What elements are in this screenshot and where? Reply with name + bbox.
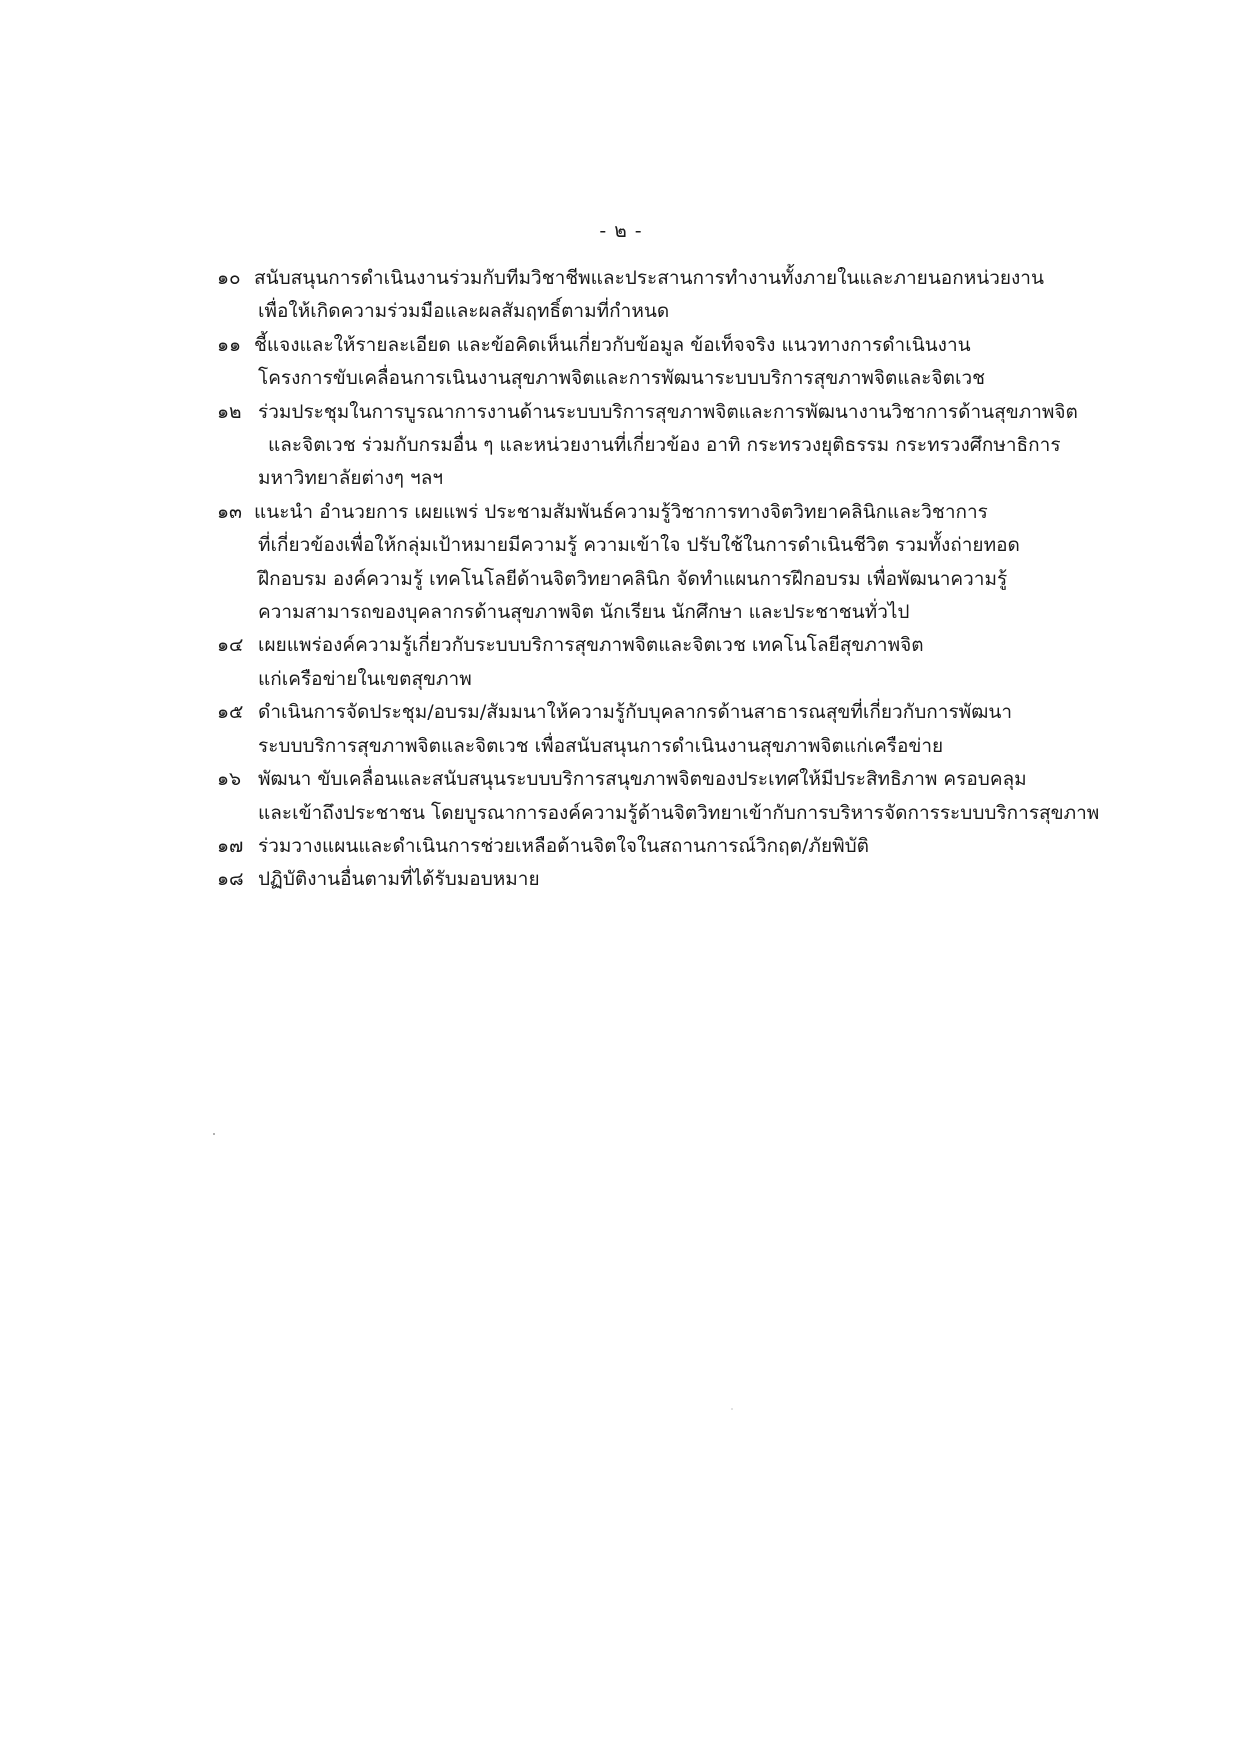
item-text-line: ฝึกอบรม องค์ความรู้ เทคโนโลยีด้านจิตวิทยาคลินิก จัดทำแผนการฝึกอบรม เพื่อพัฒนาความรู้ bbox=[258, 567, 1008, 590]
list-item bbox=[217, 696, 1137, 763]
scan-artifact bbox=[213, 1133, 215, 1135]
item-number: ๑๘ bbox=[217, 868, 244, 891]
scan-artifact bbox=[731, 1408, 733, 1410]
item-text-line: ดำเนินการจัดประชุม/อบรม/สัมมนาให้ความรู้กับบุคลากรด้านสาธารณสุขที่เกี่ยวกับการพัฒนา bbox=[258, 701, 1013, 724]
list-item bbox=[217, 496, 1137, 630]
item-text-line: แนะนำ อำนวยการ เผยแพร่ ประชามสัมพันธ์ความรู้วิชาการทางจิตวิทยาคลินิกและวิชาการ bbox=[254, 500, 988, 523]
item-text-line: ที่เกี่ยวข้องเพื่อให้กลุ่มเป้าหมายมีความรู้ ความเข้าใจ ปรับใช้ในการดำเนินชีวิต รวมทั้งถ่ายทอด bbox=[258, 534, 1020, 557]
item-number: ๑๖ bbox=[217, 768, 242, 791]
list-item bbox=[217, 329, 1137, 396]
list-item bbox=[217, 396, 1137, 496]
item-text-line: ร่วมวางแผนและดำเนินการช่วยเหลือด้านจิตใจในสถานการณ์วิกฤต/ภัยพิบัติ bbox=[258, 834, 870, 857]
item-text-line: มหาวิทยาลัยต่างๆ ฯลฯ bbox=[258, 467, 443, 490]
item-number: ๑๑ bbox=[217, 333, 242, 356]
item-text-line: สนับสนุนการดำเนินงานร่วมกับทีมวิชาชีพและประสานการทำงานทั้งภายในและภายนอกหน่วยงาน bbox=[254, 267, 1044, 289]
list-item bbox=[217, 863, 1137, 896]
list-item bbox=[217, 629, 1137, 696]
item-text-line: แก่เครือข่ายในเขตสุขภาพ bbox=[258, 667, 472, 690]
item-text-line: และจิตเวช ร่วมกับกรมอื่น ๆ และหน่วยงานที่เกี่ยวข้อง อาทิ กระทรวงยุติธรรม กระทรวงศึกษาธิการ bbox=[268, 434, 1061, 457]
item-text-line: ร่วมประชุมในการบูรณาการงานด้านระบบบริการสุขภาพจิตและการพัฒนางานวิชาการด้านสุขภาพจิต bbox=[258, 400, 1078, 423]
list-item bbox=[217, 262, 1137, 329]
item-number: ๑๕ bbox=[217, 701, 244, 724]
list-item bbox=[217, 763, 1137, 830]
item-text-line: เผยแพร่องค์ความรู้เกี่ยวกับระบบบริการสุขภาพจิตและจิตเวช เทคโนโลยีสุขภาพจิต bbox=[258, 634, 924, 657]
item-text-line: พัฒนา ขับเคลื่อนและสนับสนุนระบบบริการสนุขภาพจิตของประเทศให้มีประสิทธิภาพ ครอบคลุม bbox=[258, 768, 1027, 791]
item-number: ๑๓ bbox=[217, 500, 243, 523]
item-text-line: ปฏิบัติงานอื่นตามที่ได้รับมอบหมาย bbox=[258, 868, 540, 891]
list-item bbox=[217, 830, 1137, 863]
item-text-line: เพื่อให้เกิดความร่วมมือและผลสัมฤทธิ์ตามที่กำหนด bbox=[258, 300, 670, 323]
item-text-line: และเข้าถึงประชาชน โดยบูรณาการองค์ความรู้ด้านจิตวิทยาเข้ากับการบริหารจัดการระบบบริการสุขภาพ bbox=[258, 801, 1100, 824]
item-text-line: ชี้แจงและให้รายละเอียด และข้อคิดเห็นเกี่ยวกับข้อมูล ข้อเท็จจริง แนวทางการดำเนินงาน bbox=[254, 333, 971, 356]
item-text-line: ความสามารถของบุคลากรด้านสุขภาพจิต นักเรียน นักศึกษา และประชาชนทั่วไป bbox=[258, 601, 910, 624]
item-number: ๑๒ bbox=[217, 400, 242, 423]
item-number: ๑๔ bbox=[217, 634, 244, 657]
item-text-line: ระบบบริการสุขภาพจิตและจิตเวช เพื่อสนับสนุนการดำเนินงานสุขภาพจิตแก่เครือข่าย bbox=[258, 734, 944, 757]
page-number: - ๒ - bbox=[599, 220, 643, 242]
item-number: ๑๗ bbox=[217, 834, 244, 857]
item-text-line: โครงการขับเคลื่อนการเนินงานสุขภาพจิตและการพัฒนาระบบบริการสุขภาพจิตและจิตเวช bbox=[258, 367, 986, 390]
item-number: ๑๐ bbox=[217, 267, 241, 289]
duties-list bbox=[217, 262, 1137, 897]
